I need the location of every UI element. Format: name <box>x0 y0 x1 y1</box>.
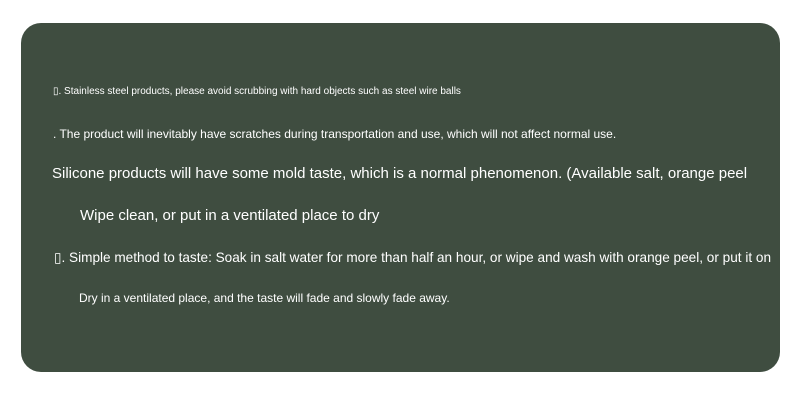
instruction-line-scratches: . The product will inevitably have scratches during transportation and use, which will not affect normal use. <box>53 127 617 141</box>
instruction-line-dry-ventilated: Dry in a ventilated place, and the taste will fade and slowly fade away. <box>79 291 450 305</box>
instruction-line-wipe-clean: Wipe clean, or put in a ventilated place to dry <box>80 207 380 224</box>
instruction-line-stainless-steel: ▯. Stainless steel products, please avoid scrubbing with hard objects such as steel wire balls <box>53 86 461 97</box>
instruction-line-silicone-taste: Silicone products will have some mold taste, which is a normal phenomenon. (Available salt, orange peel <box>52 165 748 182</box>
care-instructions-panel <box>21 23 780 372</box>
instruction-line-taste-method: ▯. Simple method to taste: Soak in salt water for more than half an hour, or wipe and wash with orange peel, or put it on <box>54 250 772 265</box>
